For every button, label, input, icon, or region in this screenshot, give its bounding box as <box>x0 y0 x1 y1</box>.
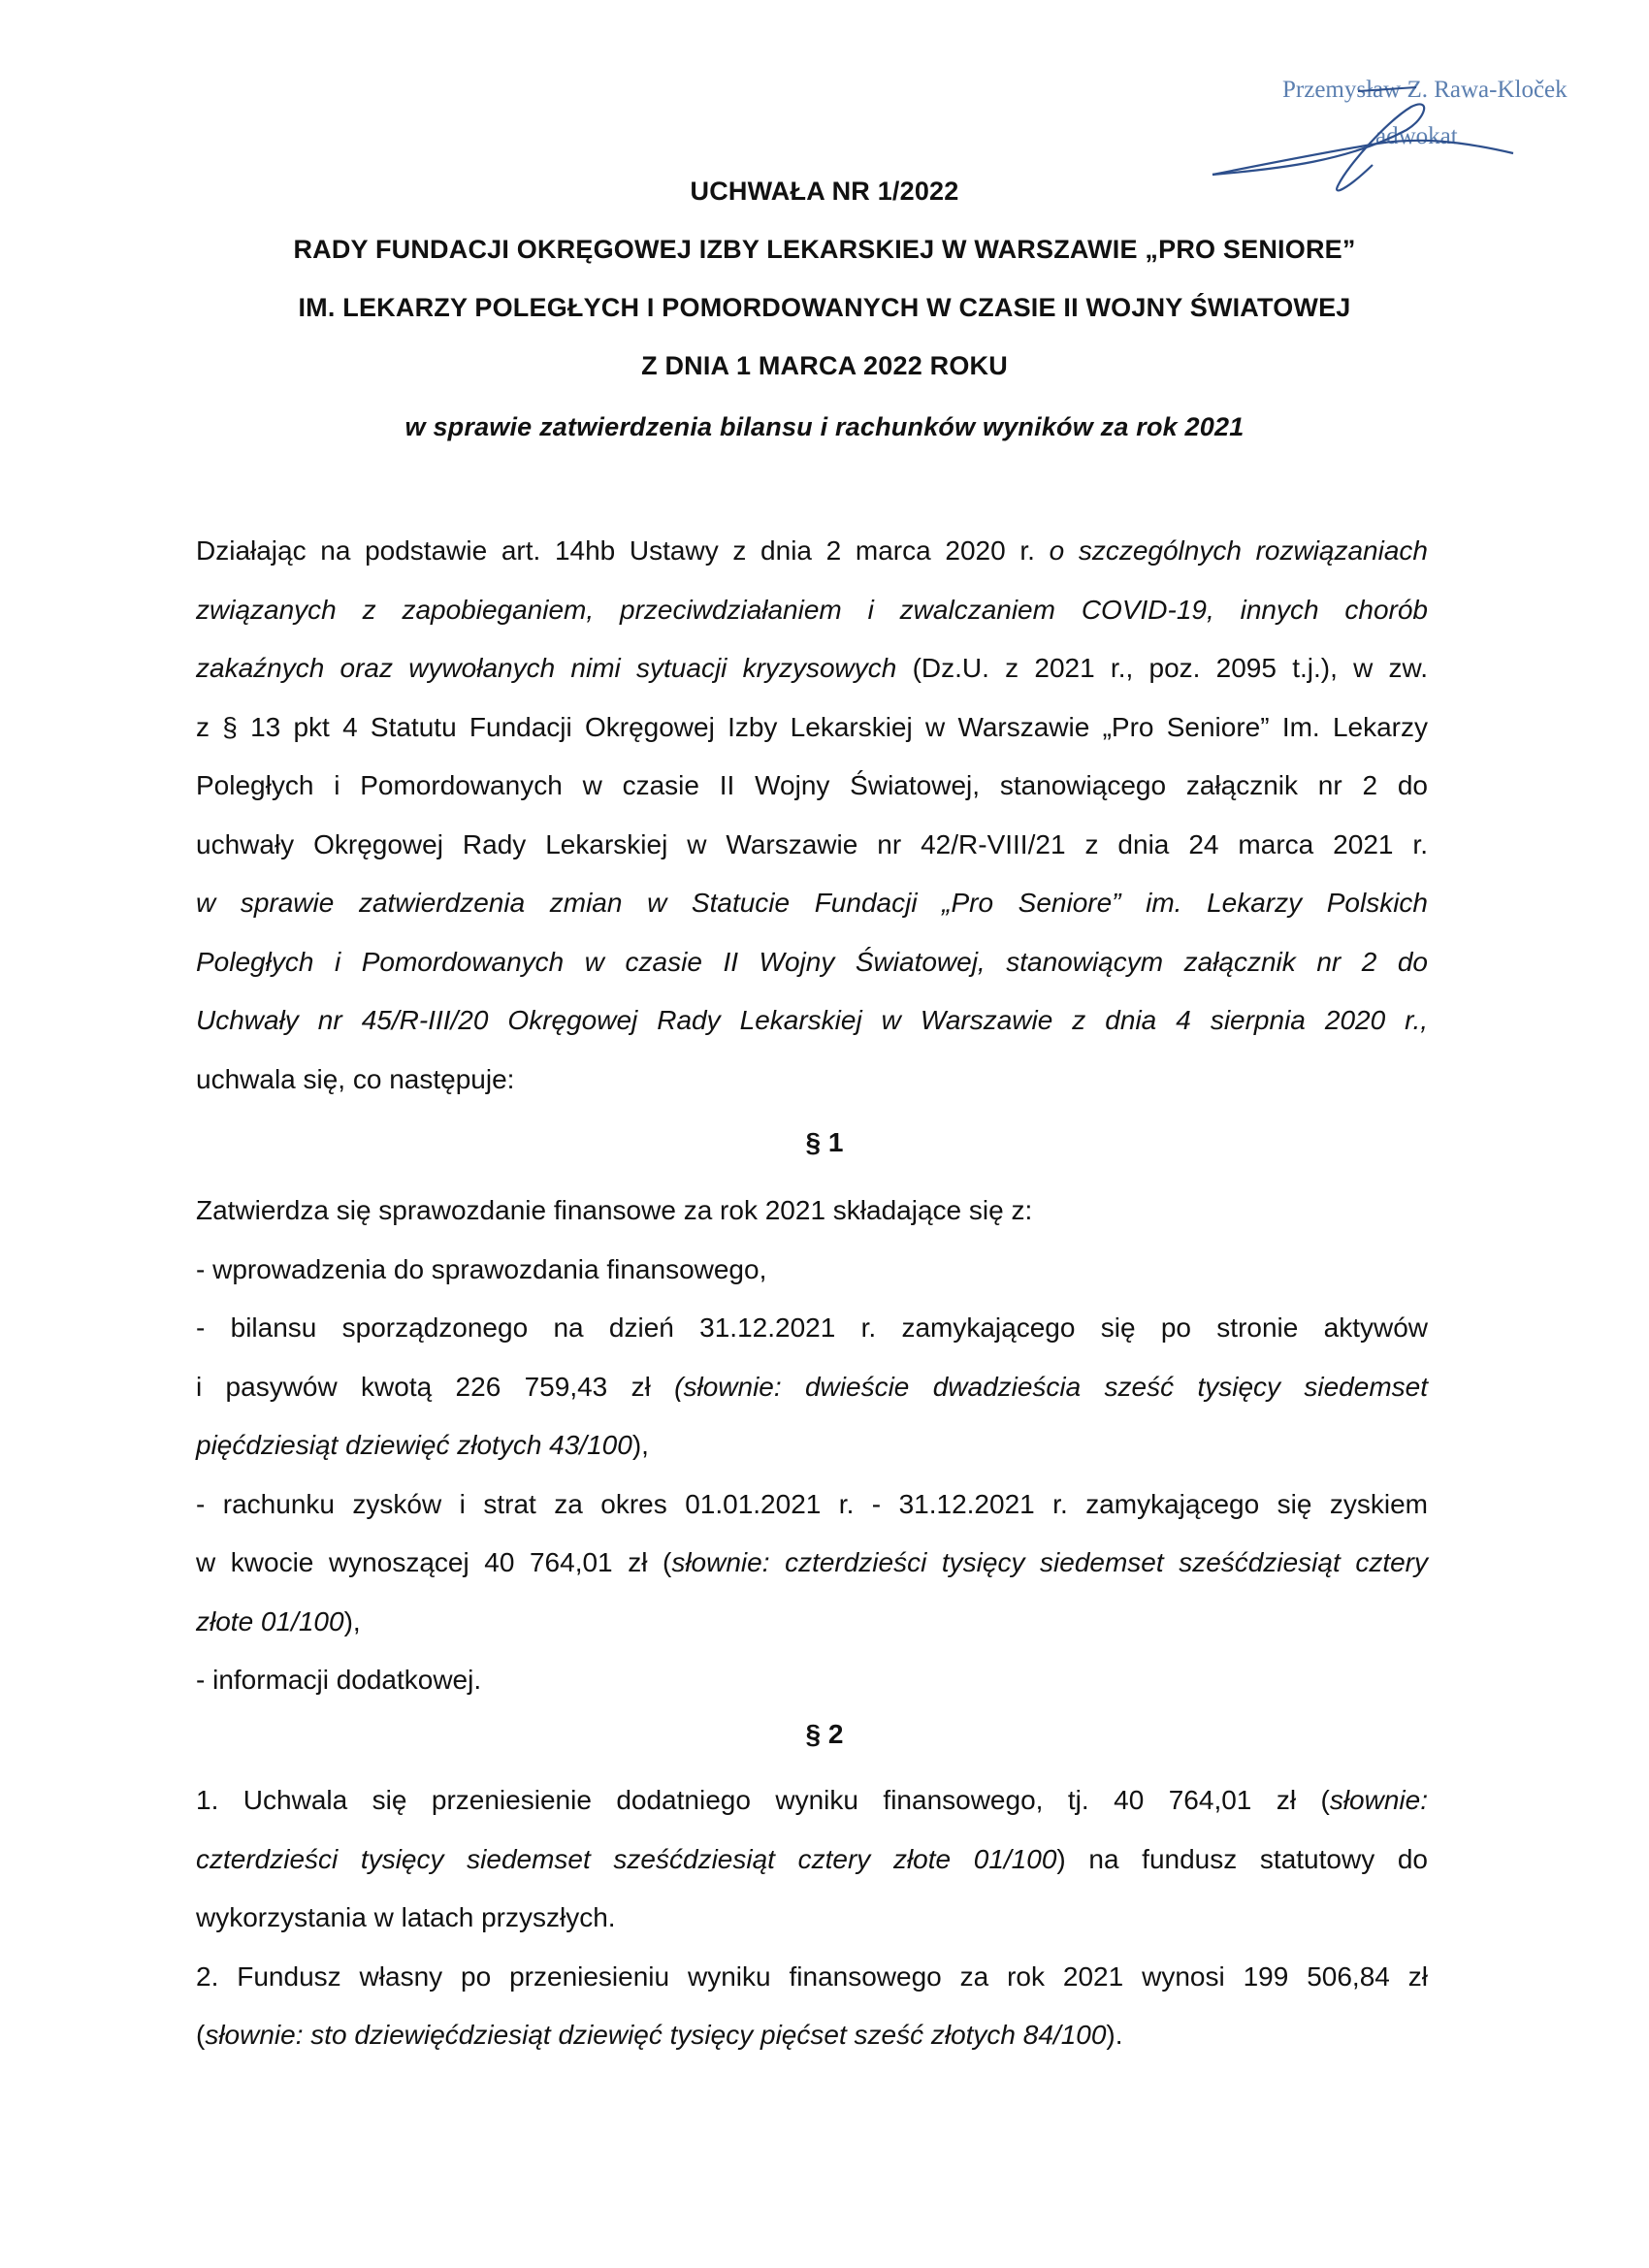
resolution-title: UCHWAŁA NR 1/2022 <box>690 177 959 206</box>
preamble-line: Działając na podstawie art. 14hb Ustawy z dnia 2 marca 2020 r. o szczególnych rozwiązaniach <box>196 535 1428 566</box>
list-item-continuation: pięćdziesiąt dziewięć złotych 43/100), <box>196 1430 649 1460</box>
list-item: - bilansu sporządzonego na dzień 31.12.2021 r. zamykającego się po stronie aktywów <box>196 1312 1428 1343</box>
list-item-continuation: w kwocie wynoszącej 40 764,01 zł (słownie: czterdzieści tysięcy siedemset sześćdziesiąt cztery <box>196 1547 1428 1577</box>
paragraph-line: 1. Uchwala się przeniesienie dodatniego wyniku finansowego, tj. 40 764,01 zł (słownie: <box>196 1785 1428 1815</box>
paragraph-line: 2. Fundusz własny po przeniesieniu wyniku finansowego za rok 2021 wynosi 199 506,84 zł <box>196 1960 1428 1992</box>
preamble-closing: uchwala się, co następuje: <box>196 1063 515 1094</box>
stamp-name: Przemysław Z. Rawa-Kloček <box>1282 77 1568 103</box>
section-1-body <box>196 1182 1428 1710</box>
subject-line: w sprawie zatwierdzenia bilansu i rachunków wyników za rok 2021 <box>404 412 1245 441</box>
paragraph-line: czterdzieści tysięcy siedemset sześćdziesiąt cztery złote 01/100) na fundusz statutowy do <box>196 1843 1428 1874</box>
stamp-role: adwokat <box>1375 123 1458 149</box>
section-2-body <box>196 1771 1428 2065</box>
preamble-line: Poległych i Pomordowanych w czasie II Wojny Światowej, stanowiącego załącznik nr 2 do <box>196 770 1428 800</box>
list-item: - wprowadzenia do sprawozdania finansowego, <box>196 1253 767 1284</box>
section-1-intro: Zatwierdza się sprawozdanie finansowe za rok 2021 składające się z: <box>196 1195 1033 1225</box>
preamble-line: w sprawie zatwierdzenia zmian w Statucie Fundacji „Pro Seniore” im. Lekarzy Polskich <box>196 888 1428 918</box>
list-item: - informacji dodatkowej. <box>196 1665 482 1695</box>
preamble-line: związanych z zapobieganiem, przeciwdziałaniem i zwalczaniem COVID-19, innych chorób <box>196 594 1428 625</box>
preamble <box>196 522 1428 1109</box>
paragraph-line: (słownie: sto dziewięćdziesiąt dziewięć tysięcy pięćset sześć złotych 84/100). <box>196 2020 1123 2050</box>
preamble-line: Poległych i Pomordowanych w czasie II Wojny Światowej, stanowiącym załącznik nr 2 do <box>196 946 1428 977</box>
list-item-continuation: i pasywów kwotą 226 759,43 zł (słownie: dwieście dwadzieścia sześć tysięcy siedemset <box>196 1371 1429 1402</box>
list-item-continuation: złote 01/100), <box>196 1605 361 1636</box>
section-2-mark: § 2 <box>805 1719 844 1749</box>
preamble-line: Uchwały nr 45/R-III/20 Okręgowej Rady Lekarskiej w Warszawie z dnia 4 sierpnia 2020 r., <box>196 1005 1428 1035</box>
council-line: RADY FUNDACJI OKRĘGOWEJ IZBY LEKARSKIEJ W WARSZAWIE „PRO SENIORE” <box>293 235 1356 264</box>
foundation-name-line: IM. LEKARZY POLEGŁYCH I POMORDOWANYCH W CZASIE II WOJNY ŚWIATOWEJ <box>298 293 1351 322</box>
preamble-line: z § 13 pkt 4 Statutu Fundacji Okręgowej Izby Lekarskiej w Warszawie „Pro Seniore” Im. Lekarzy <box>196 711 1428 742</box>
list-item: - rachunku zysków i strat za okres 01.01.2021 r. - 31.12.2021 r. zamykającego się zyskiem <box>196 1488 1428 1519</box>
paragraph-line: wykorzystania w latach przyszłych. <box>196 1902 616 1932</box>
preamble-line: zakaźnych oraz wywołanych nimi sytuacji kryzysowych (Dz.U. z 2021 r., poz. 2095 t.j.), w zw. <box>196 653 1429 683</box>
date-line: Z DNIA 1 MARCA 2022 ROKU <box>641 351 1008 380</box>
preamble-line: uchwały Okręgowej Rady Lekarskiej w Warszawie nr 42/R-VIII/21 z dnia 24 marca 2021 r. <box>196 828 1428 859</box>
section-1-mark: § 1 <box>805 1127 844 1157</box>
